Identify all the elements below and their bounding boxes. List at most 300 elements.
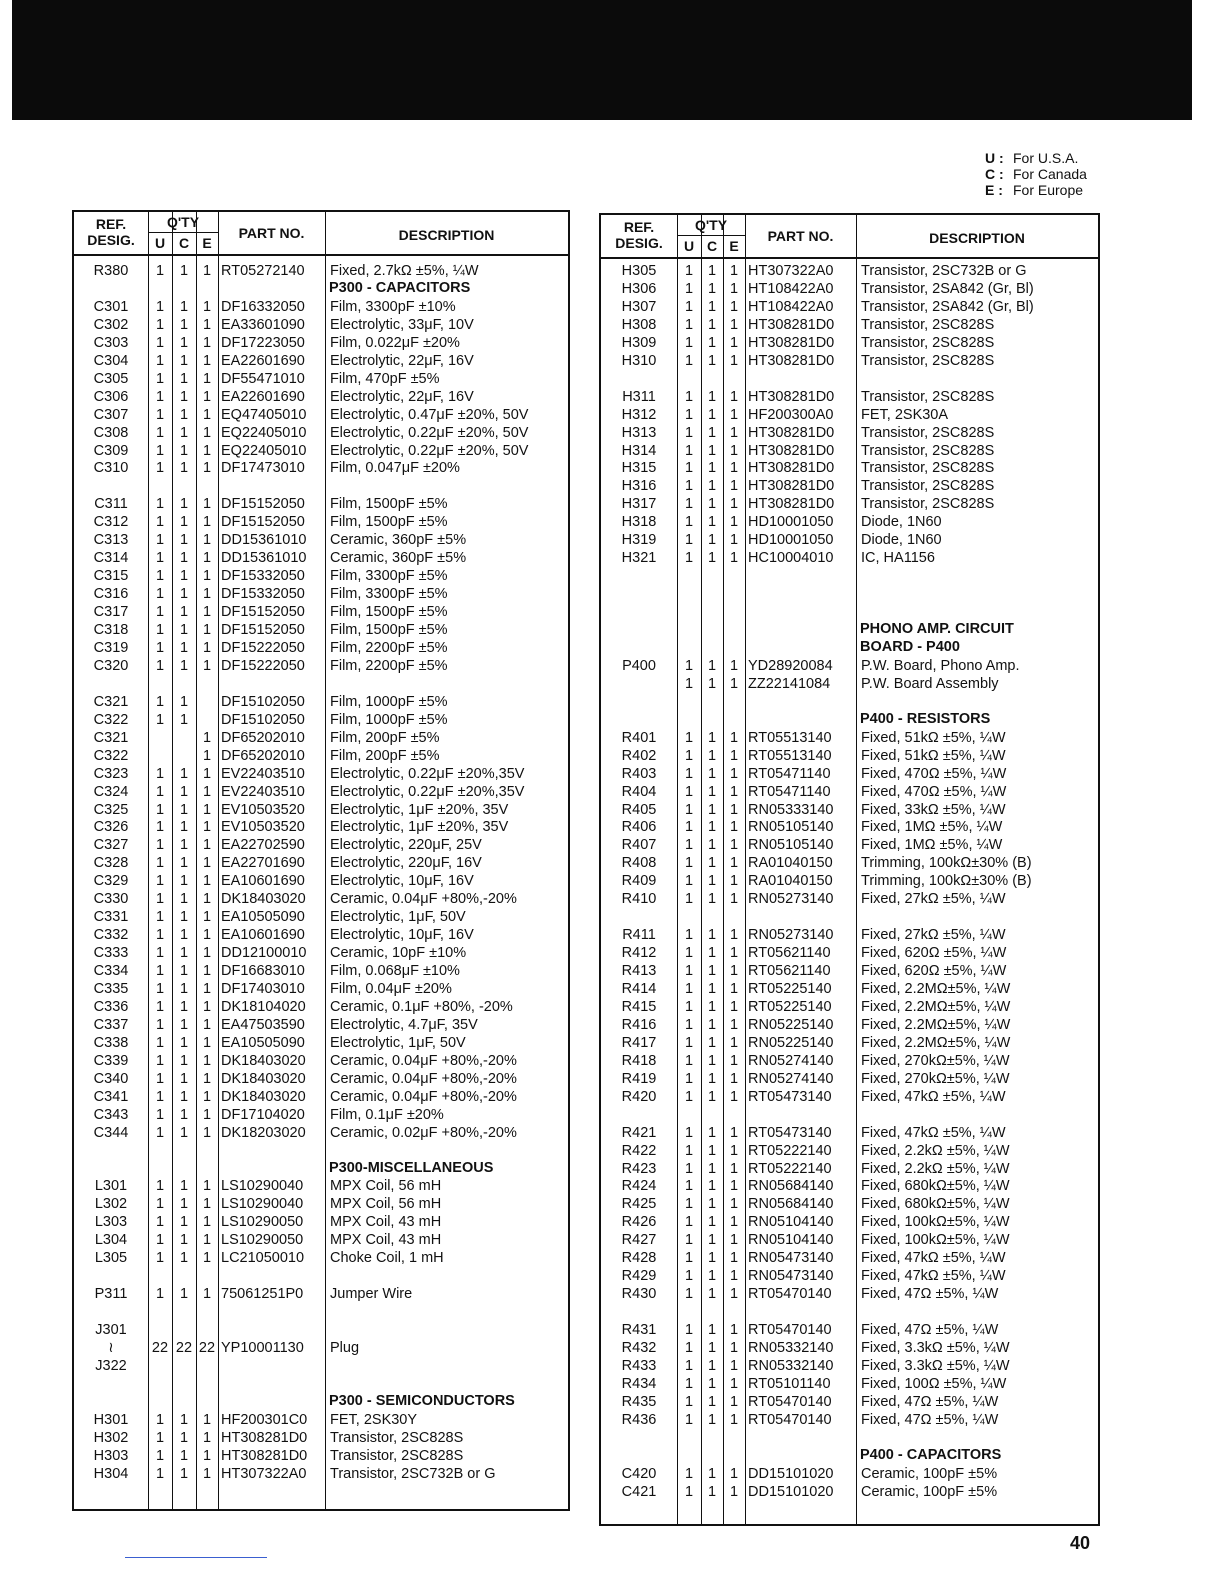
description: Fixed, 2.2kΩ ±5%, ¼W — [861, 1160, 1010, 1177]
description: Ceramic, 0.04μF +80%,-20% — [330, 1052, 517, 1069]
part-number: LS10290040 — [221, 1178, 304, 1195]
qty-canada: 1 — [179, 657, 189, 674]
qty-usa: 1 — [684, 1393, 694, 1410]
qty-usa: 1 — [684, 352, 694, 369]
ref-designator: R420 — [621, 1088, 657, 1105]
qty-usa: 22 — [151, 1340, 169, 1356]
part-number: HT108422A0 — [748, 280, 834, 297]
ref-designator: R427 — [621, 1232, 657, 1249]
ref-designator: C336 — [93, 998, 129, 1015]
qty-canada: 1 — [179, 927, 189, 944]
ref-designator: R414 — [621, 981, 657, 997]
qty-usa: 1 — [684, 1375, 694, 1392]
description: MPX Coil, 43 mH — [330, 1214, 442, 1231]
ref-designator: R418 — [621, 1052, 657, 1069]
qty-europe: 1 — [202, 801, 212, 818]
header-desig: DESIG. — [87, 232, 135, 248]
qty-europe: 1 — [729, 1016, 739, 1033]
part-number: EV10503520 — [221, 819, 305, 836]
qty-europe: 1 — [202, 298, 212, 315]
qty-usa: 1 — [155, 1034, 165, 1051]
qty-canada: 1 — [707, 1070, 717, 1087]
description: Film, 1500pF ±5% — [330, 604, 448, 621]
qty-europe: 1 — [202, 388, 212, 405]
description: Fixed, 2.7kΩ ±5%, ¼W — [330, 263, 479, 279]
qty-canada: 1 — [707, 1142, 717, 1159]
qty-europe: 1 — [202, 460, 212, 477]
ref-designator: C319 — [93, 639, 129, 656]
part-number: DF17473010 — [221, 460, 305, 477]
description: Transistor, 2SC732B or G — [330, 1465, 496, 1482]
ref-designator: C341 — [93, 1088, 129, 1105]
section-heading: P400 - RESISTORS — [860, 710, 991, 727]
ref-designator: C312 — [93, 514, 129, 531]
description: Electrolytic, 22μF, 16V — [330, 352, 474, 369]
qty-usa: 1 — [155, 909, 165, 926]
description: Ceramic, 100pF ±5% — [861, 1483, 998, 1500]
country-legend — [985, 150, 1087, 198]
part-number: DF15152050 — [221, 622, 305, 638]
header-ref: REF. — [623, 219, 655, 235]
qty-canada: 1 — [707, 1160, 717, 1177]
description: Fixed, 2.2MΩ±5%, ¼W — [861, 998, 1011, 1015]
part-number: RA01040150 — [748, 855, 833, 872]
part-number: RT05473140 — [748, 1088, 832, 1105]
qty-usa: 1 — [684, 1088, 694, 1105]
qty-europe: 1 — [729, 478, 739, 495]
qty-usa: 1 — [155, 765, 165, 782]
qty-europe: 1 — [202, 532, 212, 549]
part-number: RT05222140 — [748, 1142, 832, 1159]
qty-europe: 1 — [202, 998, 212, 1015]
part-number: HD10001050 — [748, 532, 834, 549]
qty-usa: 1 — [155, 1286, 165, 1303]
qty-usa: 1 — [155, 1178, 165, 1195]
qty-canada: 1 — [707, 675, 717, 692]
qty-usa: 1 — [155, 1124, 165, 1141]
ref-designator: C340 — [93, 1070, 129, 1087]
ref-designator: H318 — [621, 514, 657, 531]
description: Electrolytic, 0.22μF ±20%, 50V — [330, 424, 529, 441]
qty-canada: 1 — [179, 711, 189, 728]
qty-europe: 1 — [729, 550, 739, 567]
qty-canada: 1 — [179, 873, 189, 890]
qty-canada: 1 — [707, 1375, 717, 1392]
qty-canada: 1 — [179, 819, 189, 836]
description: Transistor, 2SA842 (Gr, Bl) — [861, 298, 1034, 315]
qty-canada: 1 — [707, 352, 717, 369]
ref-designator: L305 — [94, 1250, 128, 1267]
qty-canada: 1 — [707, 1268, 717, 1285]
section-heading: PHONO AMP. CIRCUIT — [860, 621, 1014, 637]
part-number: DD15101020 — [748, 1465, 834, 1482]
table-header — [74, 212, 568, 256]
description: Fixed, 470Ω ±5%, ¼W — [861, 783, 1007, 800]
description: Film, 470pF ±5% — [330, 370, 440, 387]
qty-canada: 1 — [707, 747, 717, 764]
qty-europe: 1 — [202, 1088, 212, 1105]
ref-designator: R402 — [621, 747, 657, 764]
qty-usa: 1 — [684, 1070, 694, 1087]
part-number: RT05621140 — [748, 963, 831, 980]
qty-europe: 1 — [202, 604, 212, 621]
qty-europe: 1 — [202, 1070, 212, 1087]
qty-usa: 1 — [684, 298, 694, 315]
part-number: EA22601690 — [221, 388, 305, 405]
qty-canada: 1 — [179, 1447, 189, 1464]
qty-canada: 1 — [179, 1411, 189, 1428]
qty-canada: 1 — [707, 1465, 717, 1482]
qty-canada: 1 — [707, 1250, 717, 1267]
qty-europe: 1 — [729, 1196, 739, 1213]
description: Choke Coil, 1 mH — [330, 1250, 444, 1267]
qty-europe: 1 — [729, 747, 739, 764]
description: Fixed, 100Ω ±5%, ¼W — [861, 1375, 1007, 1392]
qty-europe: 1 — [729, 1052, 739, 1069]
legend-key: U : — [985, 150, 1004, 166]
qty-usa: 1 — [684, 424, 694, 441]
qty-usa: 1 — [155, 891, 165, 908]
ref-designator: C322 — [93, 747, 129, 764]
qty-europe: 1 — [729, 1393, 739, 1410]
qty-usa: 1 — [155, 442, 165, 459]
qty-europe: 1 — [729, 1214, 739, 1231]
description: Electrolytic, 0.47μF ±20%, 50V — [330, 406, 529, 423]
qty-europe: 1 — [202, 1250, 212, 1267]
qty-canada: 1 — [179, 963, 189, 980]
qty-usa: 1 — [684, 1196, 694, 1213]
qty-europe: 1 — [202, 370, 212, 387]
qty-europe: 1 — [202, 855, 212, 872]
column-rule — [745, 215, 746, 1524]
header-c: C — [706, 238, 718, 254]
qty-usa: 1 — [684, 514, 694, 531]
qty-usa: 1 — [155, 1465, 165, 1482]
qty-canada: 1 — [179, 981, 189, 997]
qty-canada: 1 — [707, 406, 717, 423]
description: Ceramic, 360pF ±5% — [330, 550, 467, 567]
qty-europe: 1 — [729, 1483, 739, 1500]
part-number: RN05105140 — [748, 837, 834, 854]
description: Electrolytic, 22μF, 16V — [330, 388, 474, 405]
qty-canada: 1 — [707, 1232, 717, 1249]
qty-canada: 1 — [707, 532, 717, 549]
qty-europe: 1 — [202, 550, 212, 567]
qty-canada: 1 — [179, 837, 189, 854]
qty-usa: 1 — [684, 478, 694, 495]
part-number: DF15332050 — [221, 568, 305, 585]
description: Film, 0.04μF ±20% — [330, 981, 452, 997]
qty-canada: 1 — [179, 442, 189, 459]
description: Fixed, 51kΩ ±5%, ¼W — [861, 729, 1006, 746]
qty-canada: 1 — [707, 1034, 717, 1051]
description: Film, 1500pF ±5% — [330, 514, 448, 531]
ref-designator: H303 — [93, 1447, 129, 1464]
ref-designator: L304 — [94, 1232, 128, 1249]
part-number: HT308281D0 — [748, 316, 835, 333]
ref-designator: C328 — [93, 855, 129, 872]
qty-europe: 1 — [729, 263, 739, 279]
qty-europe: 1 — [202, 873, 212, 890]
legend-row — [985, 166, 1087, 182]
description: Fixed, 47kΩ ±5%, ¼W — [861, 1250, 1006, 1267]
ref-designator: R429 — [621, 1268, 657, 1285]
description: Fixed, 2.2MΩ±5%, ¼W — [861, 1034, 1011, 1051]
qty-usa: 1 — [684, 657, 694, 674]
part-number: RT05513140 — [748, 747, 832, 764]
qty-usa: 1 — [155, 927, 165, 944]
qty-canada: 1 — [179, 998, 189, 1015]
description: Electrolytic, 10μF, 16V — [330, 927, 474, 944]
description: Electrolytic, 0.22μF ±20%,35V — [330, 765, 525, 782]
part-number: DF15222050 — [221, 657, 305, 674]
part-number: RN05273140 — [748, 891, 834, 908]
qty-usa: 1 — [684, 963, 694, 980]
description: Fixed, 33kΩ ±5%, ¼W — [861, 801, 1006, 818]
qty-europe: 1 — [202, 1429, 212, 1446]
part-number: RT05272140 — [221, 263, 305, 279]
description: Ceramic, 0.04μF +80%,-20% — [330, 891, 517, 908]
qty-europe: 1 — [202, 622, 212, 638]
qty-usa: 1 — [155, 1214, 165, 1231]
description: Fixed, 470Ω ±5%, ¼W — [861, 765, 1007, 782]
parts-table-left — [72, 210, 570, 1511]
qty-usa: 1 — [684, 263, 694, 279]
description: Fixed, 47Ω ±5%, ¼W — [861, 1286, 999, 1303]
qty-europe: 1 — [729, 1034, 739, 1051]
qty-usa: 1 — [155, 1232, 165, 1249]
part-number: RT05101140 — [748, 1375, 831, 1392]
part-number: HC10004010 — [748, 550, 834, 567]
ref-designator: C301 — [93, 298, 129, 315]
qty-canada: 1 — [707, 1411, 717, 1428]
qty-canada: 1 — [179, 693, 189, 710]
ref-designator: C307 — [93, 406, 129, 423]
description: Fixed, 47kΩ ±5%, ¼W — [861, 1124, 1006, 1141]
part-number: DF15222050 — [221, 639, 305, 656]
part-number: RN05105140 — [748, 819, 834, 836]
header-u: U — [683, 238, 695, 254]
qty-usa: 1 — [155, 981, 165, 997]
qty-usa: 1 — [155, 1052, 165, 1069]
part-number: DD15101020 — [748, 1483, 834, 1500]
header-qty: Q'TY — [166, 214, 200, 230]
qty-canada: 1 — [179, 909, 189, 926]
qty-usa: 1 — [684, 442, 694, 459]
qty-canada: 1 — [179, 316, 189, 333]
footer-underline — [125, 1557, 267, 1558]
description: MPX Coil, 56 mH — [330, 1178, 442, 1195]
qty-europe: 1 — [729, 1286, 739, 1303]
qty-europe: 1 — [729, 1465, 739, 1482]
qty-canada: 1 — [179, 1429, 189, 1446]
ref-designator: R421 — [621, 1124, 657, 1141]
description: Ceramic, 100pF ±5% — [861, 1465, 998, 1482]
part-number: HT108422A0 — [748, 298, 834, 315]
part-number: HT308281D0 — [748, 478, 835, 495]
description: P.W. Board Assembly — [861, 675, 999, 692]
qty-europe: 1 — [729, 1178, 739, 1195]
qty-canada: 1 — [707, 1357, 717, 1374]
ref-designator: R401 — [621, 729, 657, 746]
qty-usa: 1 — [684, 783, 694, 800]
description: Fixed, 51kΩ ±5%, ¼W — [861, 747, 1006, 764]
part-number: DF16683010 — [221, 963, 305, 980]
qty-canada: 1 — [179, 765, 189, 782]
top-black-band — [12, 0, 1192, 120]
part-number: RN05274140 — [748, 1070, 834, 1087]
ref-designator: R411 — [622, 927, 656, 944]
qty-canada: 1 — [707, 316, 717, 333]
qty-canada: 1 — [179, 1088, 189, 1105]
ref-designator: R405 — [621, 801, 657, 818]
part-number: RT05471140 — [748, 765, 831, 782]
part-number: DF15332050 — [221, 586, 305, 603]
qty-usa: 1 — [155, 406, 165, 423]
qty-canada: 1 — [707, 514, 717, 531]
qty-usa: 1 — [155, 1070, 165, 1087]
part-number: RN05104140 — [748, 1214, 834, 1231]
ref-designator: C420 — [621, 1465, 657, 1482]
qty-usa: 1 — [684, 747, 694, 764]
qty-canada: 1 — [179, 622, 189, 638]
qty-europe: 1 — [202, 639, 212, 656]
qty-usa: 1 — [684, 837, 694, 854]
qty-canada: 1 — [179, 1052, 189, 1069]
description: Fixed, 100kΩ±5%, ¼W — [861, 1232, 1010, 1249]
ref-designator: R433 — [621, 1357, 657, 1374]
ref-designator: C311 — [94, 496, 128, 513]
qty-europe: 1 — [729, 873, 739, 890]
qty-europe: 1 — [202, 1052, 212, 1069]
qty-canada: 1 — [179, 1196, 189, 1213]
qty-europe: 1 — [729, 1232, 739, 1249]
qty-usa: 1 — [684, 801, 694, 818]
qty-europe: 1 — [202, 1286, 212, 1303]
qty-usa: 1 — [684, 819, 694, 836]
part-number: EA10505090 — [221, 1034, 305, 1051]
parts-table-right — [599, 213, 1100, 1526]
qty-europe: 1 — [202, 1178, 212, 1195]
qty-usa: 1 — [684, 1250, 694, 1267]
ref-designator: C317 — [93, 604, 129, 621]
description: Ceramic, 0.1μF +80%, -20% — [330, 998, 513, 1015]
qty-canada: 1 — [179, 298, 189, 315]
qty-usa: 1 — [684, 1178, 694, 1195]
part-number: DF15102050 — [221, 711, 305, 728]
qty-usa: 1 — [684, 873, 694, 890]
qty-canada: 1 — [179, 1250, 189, 1267]
ref-designator: H315 — [621, 460, 657, 477]
qty-canada: 1 — [707, 460, 717, 477]
qty-usa: 1 — [684, 855, 694, 872]
part-number: DK18403020 — [221, 891, 306, 908]
part-number: HT308281D0 — [748, 460, 835, 477]
part-number: RA01040150 — [748, 873, 833, 890]
qty-canada: 1 — [179, 370, 189, 387]
ref-designator: R423 — [621, 1160, 657, 1177]
ref-designator: R428 — [621, 1250, 657, 1267]
header-ref: REF. — [95, 216, 127, 232]
part-number: LC21050010 — [221, 1250, 305, 1267]
part-number: RT05470140 — [748, 1393, 832, 1410]
qty-europe: 1 — [729, 280, 739, 297]
qty-canada: 1 — [707, 945, 717, 962]
ref-designator: H312 — [621, 406, 657, 423]
page-number: 40 — [1070, 1533, 1091, 1553]
qty-canada: 1 — [707, 550, 717, 567]
ref-designator: C310 — [93, 460, 129, 477]
ref-designator: C308 — [93, 424, 129, 441]
ref-designator: C338 — [93, 1034, 129, 1051]
ref-designator: R410 — [621, 891, 657, 908]
qty-canada: 1 — [707, 1393, 717, 1410]
part-number: DF17223050 — [221, 334, 305, 351]
part-number: DF65202010 — [221, 729, 305, 746]
qty-usa: 1 — [155, 352, 165, 369]
qty-europe: 1 — [729, 334, 739, 351]
qty-usa: 1 — [155, 316, 165, 333]
part-number: RN05225140 — [748, 1034, 834, 1051]
qty-europe: 1 — [202, 406, 212, 423]
description: Film, 1500pF ±5% — [330, 496, 448, 513]
description: Transistor, 2SC732B or G — [861, 263, 1027, 279]
part-number: RT05222140 — [748, 1160, 832, 1177]
qty-canada: 1 — [179, 891, 189, 908]
qty-canada: 1 — [707, 819, 717, 836]
qty-canada: 1 — [707, 442, 717, 459]
qty-usa: 1 — [155, 514, 165, 531]
qty-europe: 1 — [202, 927, 212, 944]
part-number: RT05473140 — [748, 1124, 832, 1141]
table-header — [601, 215, 1098, 259]
qty-europe: 1 — [729, 532, 739, 549]
description: Transistor, 2SC828S — [861, 460, 995, 477]
part-number: HT308281D0 — [748, 352, 835, 369]
ref-designator: R413 — [621, 963, 657, 980]
qty-usa: 1 — [155, 622, 165, 638]
part-number: DD15361010 — [221, 550, 307, 567]
part-number: EA22701690 — [221, 855, 305, 872]
qty-canada: 1 — [179, 1034, 189, 1051]
qty-canada: 1 — [707, 1340, 717, 1356]
legend-value: For U.S.A. — [1013, 150, 1079, 166]
part-number: RN05473140 — [748, 1268, 834, 1285]
part-number: 75061251P0 — [221, 1286, 304, 1303]
column-rule — [856, 215, 857, 1524]
header-description: DESCRIPTION — [398, 227, 495, 243]
part-number: ZZ22141084 — [748, 675, 831, 692]
ref-designator: C309 — [93, 442, 129, 459]
part-number: RN05684140 — [748, 1178, 834, 1195]
header-e: E — [729, 238, 739, 254]
qty-europe: 1 — [202, 1465, 212, 1482]
qty-usa: 1 — [155, 837, 165, 854]
qty-europe: 1 — [729, 891, 739, 908]
ref-designator: R404 — [621, 783, 657, 800]
qty-europe: 1 — [729, 1357, 739, 1374]
qty-usa: 1 — [155, 532, 165, 549]
qty-usa: 1 — [684, 1357, 694, 1374]
ref-designator: C421 — [621, 1483, 657, 1500]
qty-usa: 1 — [155, 1250, 165, 1267]
qty-canada: 1 — [707, 998, 717, 1015]
qty-usa: 1 — [155, 873, 165, 890]
ref-designator: C321 — [93, 693, 129, 710]
ref-designator: C323 — [93, 765, 129, 782]
description: Fixed, 680kΩ±5%, ¼W — [861, 1178, 1010, 1195]
part-number: RT05225140 — [748, 998, 832, 1015]
